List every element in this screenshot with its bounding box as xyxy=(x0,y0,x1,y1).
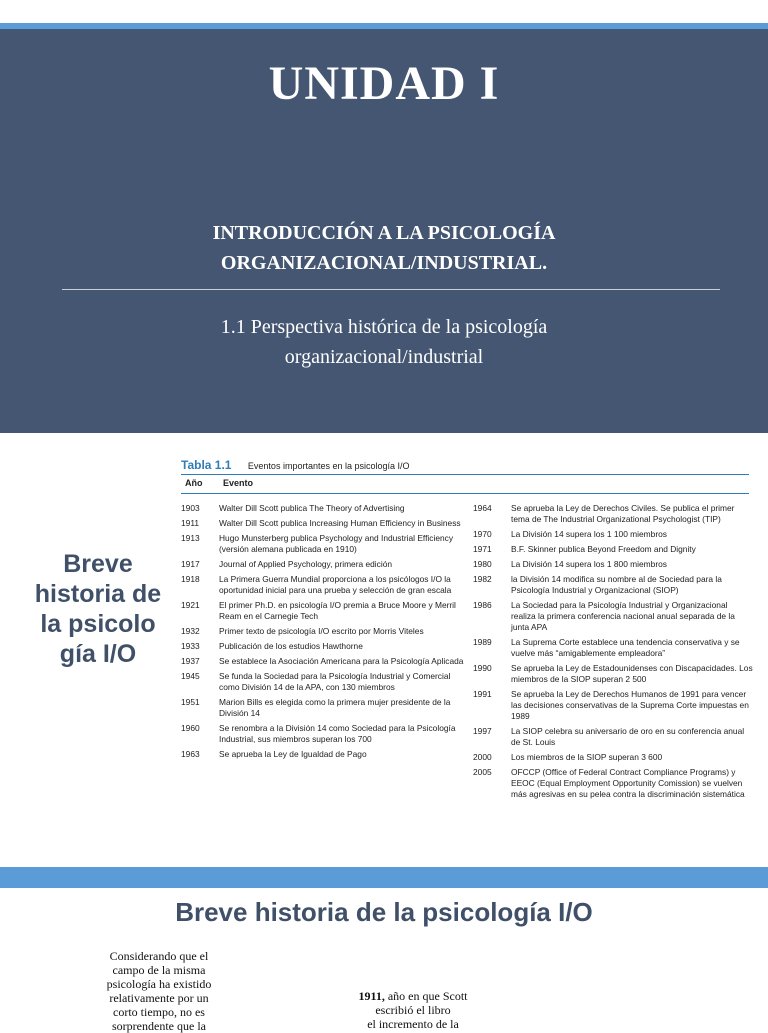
slide-title xyxy=(0,0,768,433)
row-event: Walter Dill Scott publica The Theory of Advertising xyxy=(219,503,405,513)
row-event: La Suprema Corte establece una tendencia conservativa y se vuelve más “amigablemente empleadora” xyxy=(511,637,740,658)
row-event: Primer texto de psicología I/O escrito por Morris Viteles xyxy=(219,626,424,636)
row-event: B.F. Skinner publica Beyond Freedom and Dignity xyxy=(511,544,696,554)
timeline-description-cont: el incremento de la xyxy=(367,1017,459,1031)
table-row xyxy=(181,559,466,570)
table-row xyxy=(473,544,753,555)
row-event: La Primera Guerra Mundial proporciona a los psicólogos I/O la oportunidad inicial para una prueba y selección de gran escala xyxy=(219,574,452,595)
table-caption: Eventos importantes en la psicología I/O xyxy=(247,461,410,471)
table-left-column xyxy=(181,503,466,764)
section-heading-line-1: 1.1 Perspectiva histórica de la psicología xyxy=(220,316,548,338)
row-event: La SIOP celebra su aniversario de oro en su conferencia anual de St. Louis xyxy=(511,726,745,747)
row-year: 1903 xyxy=(181,503,200,513)
row-event: Marion Bills es elegida como la primera mujer presidente de la División 14 xyxy=(219,697,451,718)
table-row xyxy=(473,503,753,525)
row-year: 1937 xyxy=(181,656,200,666)
unit-title: UNIDAD I xyxy=(268,57,500,110)
table-row xyxy=(473,663,753,685)
row-year: 1970 xyxy=(473,529,492,539)
table-row xyxy=(473,637,753,659)
row-event: Se funda la Sociedad para la Psicología Industrial y Comercial como División 14 de la APA, con 130 miembros xyxy=(219,671,451,692)
row-year: 1980 xyxy=(473,559,492,569)
row-year: 1917 xyxy=(181,559,200,569)
table-row xyxy=(181,600,466,622)
events-table xyxy=(161,445,760,865)
slide-history-intro xyxy=(0,867,768,1033)
unit-subtitle-line-1: INTRODUCCIÓN A LA PSICOLOGÍA xyxy=(212,222,556,244)
row-event: la División 14 modifica su nombre al de Sociedad para la Psicología Industrial y Organizacional (SIOP) xyxy=(511,574,722,595)
table-row xyxy=(181,503,466,514)
row-year: 1960 xyxy=(181,723,200,733)
unit-subtitle xyxy=(0,218,768,278)
table-row xyxy=(181,656,466,667)
row-year: 1921 xyxy=(181,600,200,610)
table-row xyxy=(181,749,466,760)
table-row xyxy=(473,529,753,540)
table-row xyxy=(473,752,753,763)
unit-subtitle-line-2: ORGANIZACIONAL/INDUSTRIAL. xyxy=(220,252,548,274)
row-year: 1964 xyxy=(473,503,492,513)
row-year: 2000 xyxy=(473,752,492,762)
row-event: El primer Ph.D. en psicología I/O premia a Bruce Moore y Merril Ream en el Carnegie Tech xyxy=(219,600,456,621)
table-row xyxy=(473,726,753,748)
row-event: Se aprueba la Ley de Derechos Humanos de 1991 para vencer las decisiones conservativas de la Suprema Corte impuestas en 1989 xyxy=(511,689,749,721)
table-row xyxy=(473,767,753,800)
row-year: 1963 xyxy=(181,749,200,759)
row-year: 1990 xyxy=(473,663,492,673)
table-row xyxy=(181,641,466,652)
row-year: 1986 xyxy=(473,600,492,610)
row-event: La Sociedad para la Psicología Industrial y Organizacional realiza la primera conferencia nacional anual separada de la junta APA xyxy=(511,600,735,632)
row-year: 1918 xyxy=(181,574,200,584)
table-row xyxy=(181,723,466,745)
row-event: Walter Dill Scott publica Increasing Human Efficiency in Business xyxy=(219,518,461,528)
table-row xyxy=(181,518,466,529)
table-row xyxy=(473,689,753,722)
intro-text: Considerando que el campo de la misma psicología ha existido relativamente por un corto tiempo, no es sorprendente que la xyxy=(106,949,212,1033)
row-year: 1913 xyxy=(181,533,200,543)
row-event: Los miembros de la SIOP superan 3 600 xyxy=(511,752,663,762)
table-row xyxy=(473,559,753,570)
slide-heading: Breve historia de la psicolo gía I/O xyxy=(34,550,162,668)
row-event: Se renombra a la División 14 como Sociedad para la Psicología Industrial, sus miembros superan los 700 xyxy=(219,723,456,744)
row-year: 1982 xyxy=(473,574,492,584)
row-event: Journal of Applied Psychology, primera edición xyxy=(219,559,393,569)
table-row xyxy=(473,600,753,633)
row-year: 1932 xyxy=(181,626,200,636)
row-year: 2005 xyxy=(473,767,492,777)
row-event: OFCCP (Office of Federal Contract Compliance Programs) y EEOC (Equal Employment Opportunity Comission) se vuelven más agresivas en su pelea contra la discriminación sistemática xyxy=(511,767,745,799)
row-event: Se aprueba la Ley de Estadounidenses con Discapacidades. Los miembros de la SIOP superan 2 500 xyxy=(511,663,753,684)
table-header xyxy=(181,456,410,474)
table-row xyxy=(181,626,466,637)
row-event: Se establece la Asociación Americana para la Psicología Aplicada xyxy=(219,656,464,666)
section-heading xyxy=(0,312,768,372)
row-event: La División 14 supera los 1 100 miembros xyxy=(511,529,667,539)
divider xyxy=(62,289,720,290)
row-event: La División 14 supera los 1 800 miembros xyxy=(511,559,667,569)
row-year: 1911 xyxy=(181,518,200,528)
table-right-column xyxy=(473,503,753,804)
timeline-year: 1911, xyxy=(358,989,385,1003)
row-event: Se aprueba la Ley de Igualdad de Pago xyxy=(219,749,367,759)
accent-bar xyxy=(0,23,768,29)
table-row xyxy=(473,574,753,596)
column-event: Evento xyxy=(223,478,254,488)
table-row xyxy=(181,574,466,596)
column-year: Año xyxy=(185,478,203,488)
row-year: 1991 xyxy=(473,689,492,699)
table-row xyxy=(181,697,466,719)
row-year: 1945 xyxy=(181,671,200,681)
slide-history-table xyxy=(0,433,768,867)
accent-bar xyxy=(0,867,768,888)
timeline-text xyxy=(350,989,476,1031)
table-row xyxy=(181,671,466,693)
table-label: Tabla 1.1 xyxy=(181,458,232,472)
row-year: 1989 xyxy=(473,637,492,647)
row-event: Se aprueba la Ley de Derechos Civiles. Se publica el primer tema de The Industrial Organizational Psychologist (TIP) xyxy=(511,503,735,524)
row-event: Hugo Munsterberg publica Psychology and Industrial Efficiency (versión alemana publicada en 1910) xyxy=(219,533,454,554)
table-row xyxy=(181,533,466,555)
row-year: 1951 xyxy=(181,697,200,707)
row-year: 1971 xyxy=(473,544,492,554)
row-event: Publicación de los estudios Hawthorne xyxy=(219,641,363,651)
row-year: 1997 xyxy=(473,726,492,736)
slide-heading: Breve historia de la psicología I/O xyxy=(175,897,593,927)
top-margin xyxy=(0,0,768,23)
section-heading-line-2: organizacional/industrial xyxy=(284,346,484,368)
timeline-description: año en que Scott escribió el libro xyxy=(375,989,468,1017)
table-column-headers xyxy=(181,474,749,494)
row-year: 1933 xyxy=(181,641,200,651)
